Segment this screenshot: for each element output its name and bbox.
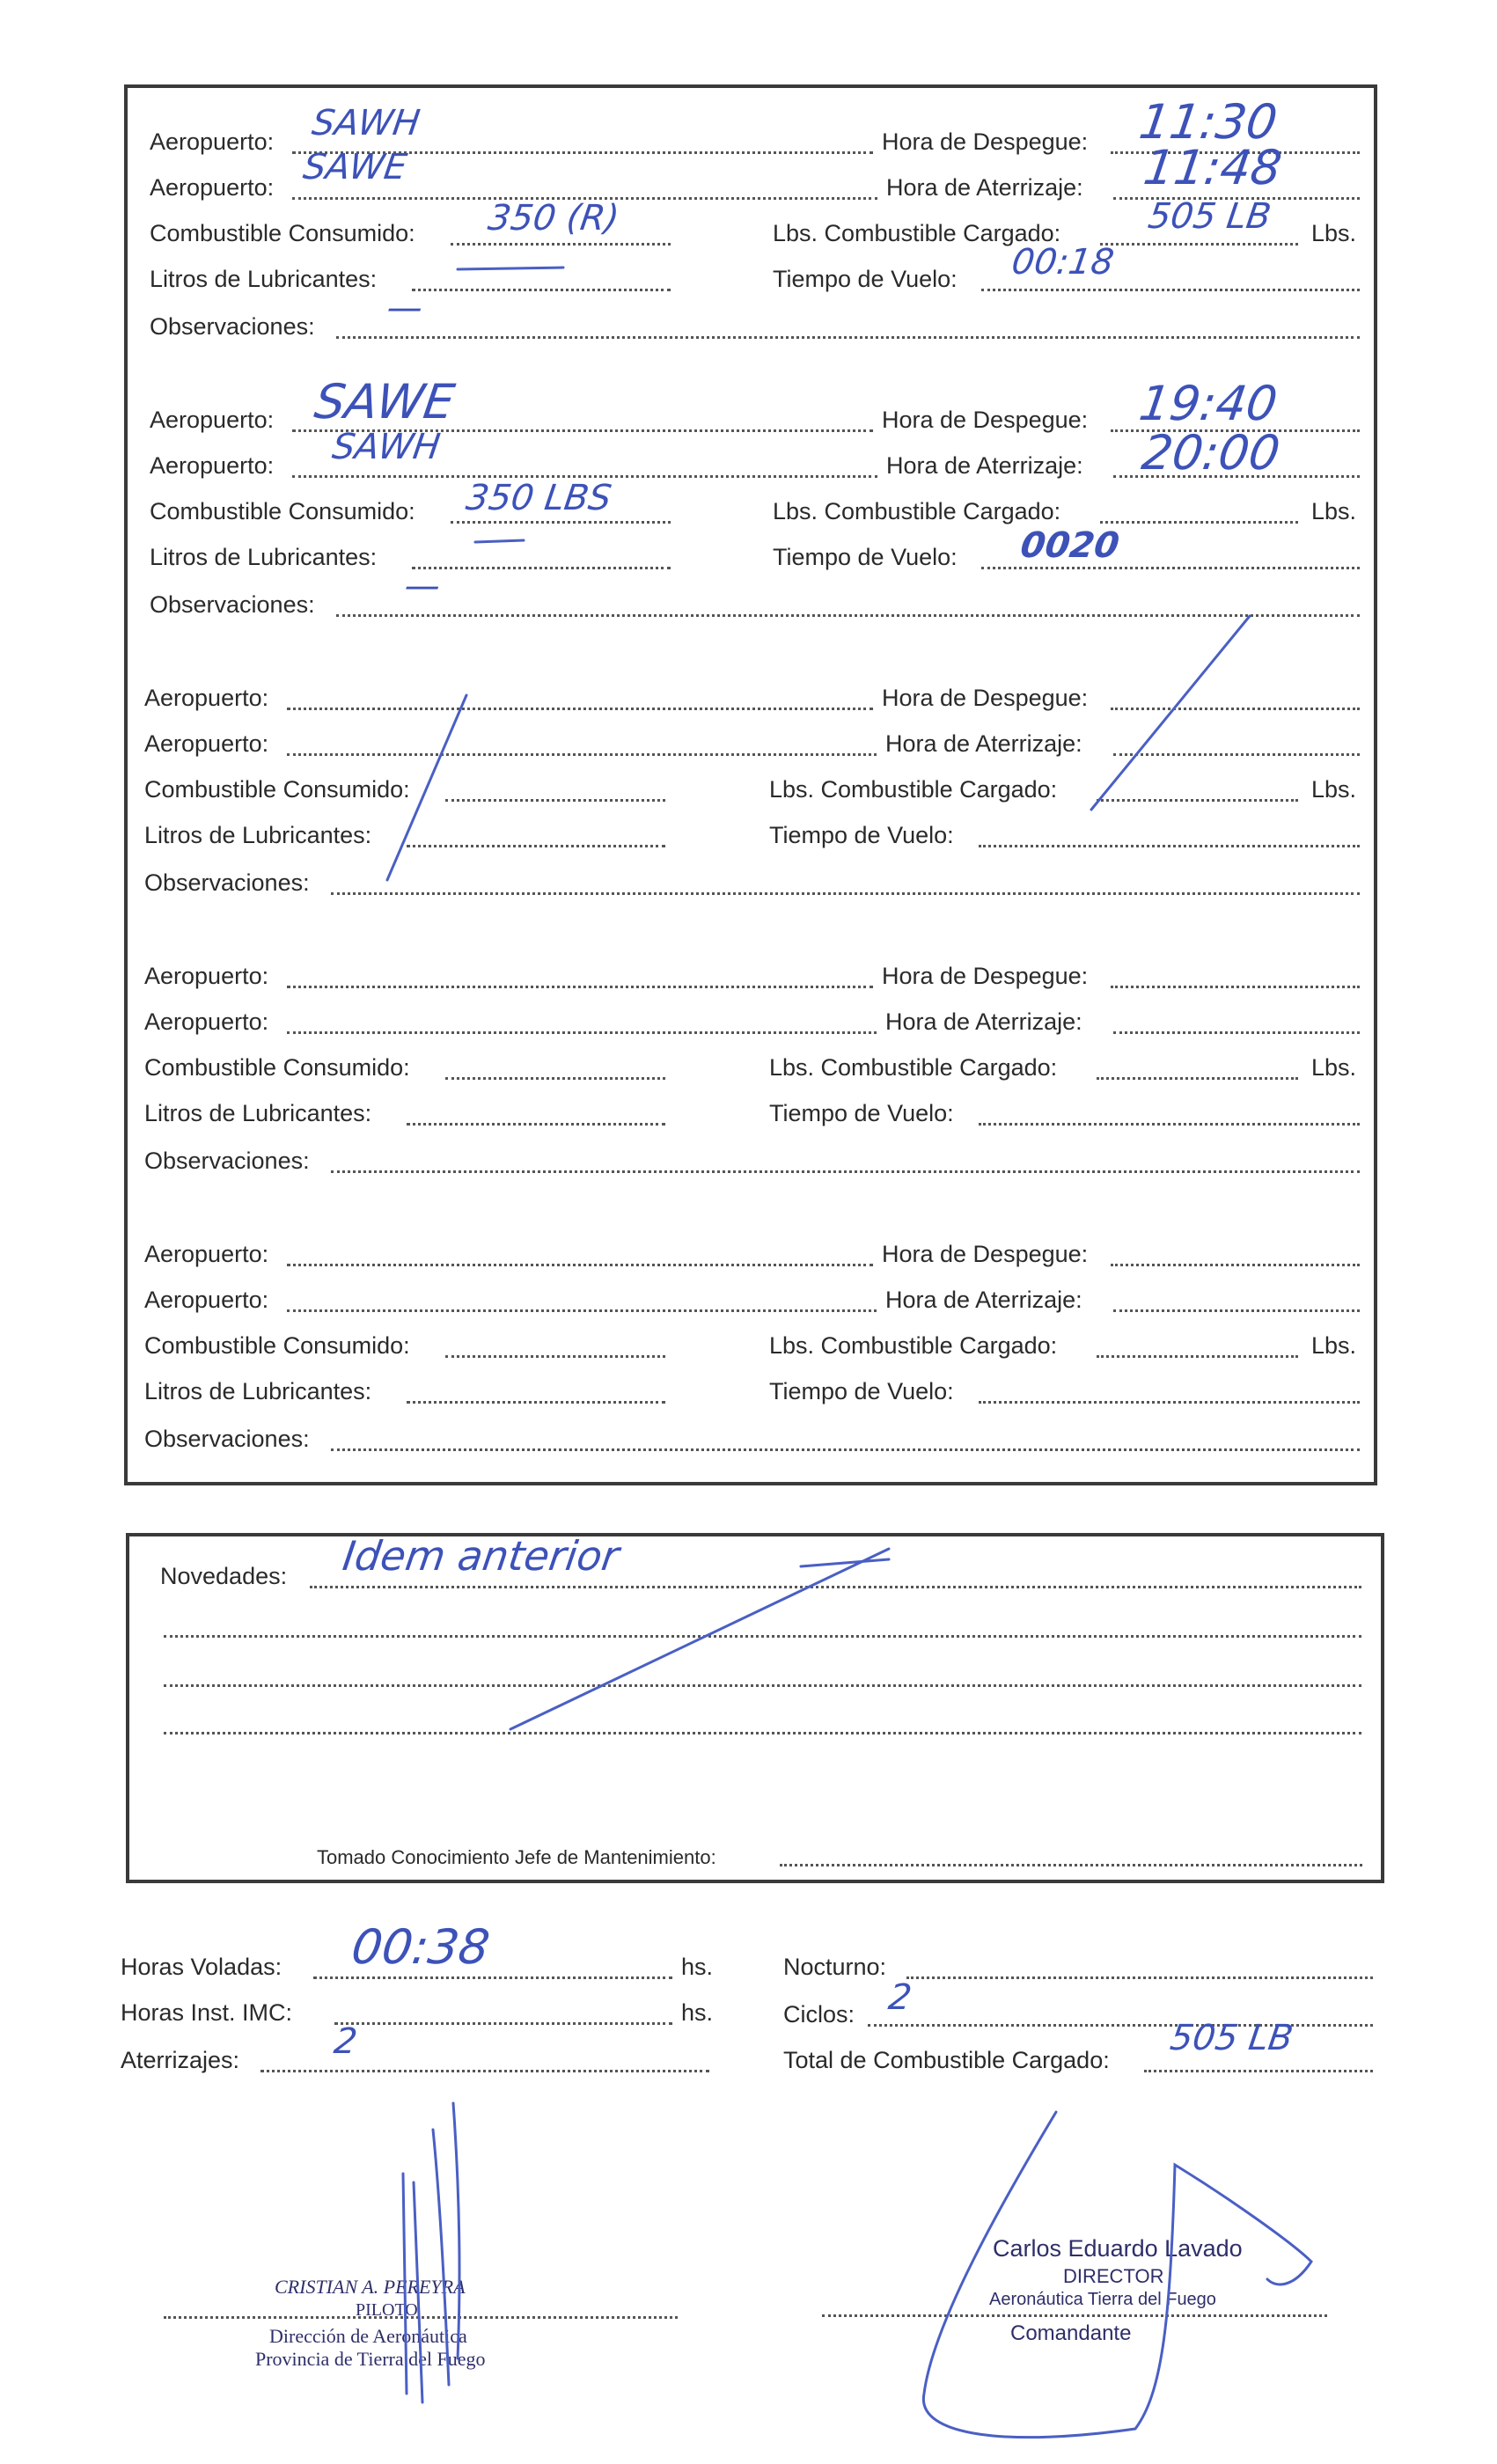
maintenance-label: Tomado Conocimiento Jefe de Mantenimiento: xyxy=(317,1846,716,1868)
landings-value: 2 xyxy=(331,2021,360,2062)
observations-label: Observaciones: xyxy=(144,1148,310,1174)
observations-value: — xyxy=(384,288,426,328)
total-fuel-value: 505 LB xyxy=(1167,2018,1296,2058)
fuel-consumed-value: 350 LBS xyxy=(463,478,614,518)
fuel-loaded-value: 505 LB xyxy=(1145,196,1274,237)
flight-time-label: Tiempo de Vuelo: xyxy=(773,544,958,570)
landing-label: Hora de Aterrizaje: xyxy=(885,1008,1082,1035)
fuel-loaded-label: Lbs. Combustible Cargado: xyxy=(769,1054,1058,1081)
observations-label: Observaciones: xyxy=(144,869,310,896)
fuel-loaded-label: Lbs. Combustible Cargado: xyxy=(773,220,1061,246)
fuel-loaded-label: Lbs. Combustible Cargado: xyxy=(769,1332,1058,1359)
airport-label: Aeropuerto: xyxy=(144,1008,269,1035)
observations-label: Observaciones: xyxy=(150,591,315,618)
airport-label: Aeropuerto: xyxy=(144,1287,269,1313)
lbs-unit: Lbs. xyxy=(1311,1332,1357,1359)
origin-airport: SAWH xyxy=(309,103,422,143)
imc-label: Horas Inst. IMC: xyxy=(121,1999,293,2026)
flight-time-label: Tiempo de Vuelo: xyxy=(769,1378,954,1404)
pilot-name: CRISTIAN A. PEREYRA xyxy=(275,2276,466,2298)
flight-time-label: Tiempo de Vuelo: xyxy=(769,822,954,848)
destination-airport: SAWH xyxy=(329,427,443,467)
landing-label: Hora de Aterrizaje: xyxy=(886,452,1083,479)
lbs-unit: Lbs. xyxy=(1311,220,1357,246)
pilot-title: PILOTO xyxy=(356,2300,418,2320)
landing-label: Hora de Aterrizaje: xyxy=(885,1287,1082,1313)
flight-time-value: 0020 xyxy=(1017,525,1122,566)
departure-time: 19:40 xyxy=(1135,376,1281,431)
lubricants-label: Litros de Lubricantes: xyxy=(144,822,372,848)
landing-label: Hora de Aterrizaje: xyxy=(885,730,1082,757)
fuel-consumed-label: Combustible Consumido: xyxy=(144,776,410,803)
cycles-label: Ciclos: xyxy=(783,2001,855,2028)
departure-label: Hora de Despegue: xyxy=(882,128,1089,155)
observations-label: Observaciones: xyxy=(150,313,315,340)
airport-label: Aeropuerto: xyxy=(144,963,269,989)
departure-time: 11:30 xyxy=(1135,94,1281,150)
fuel-consumed-label: Combustible Consumido: xyxy=(150,220,415,246)
fuel-consumed-label: Combustible Consumido: xyxy=(150,498,415,524)
departure-label: Hora de Despegue: xyxy=(882,1241,1089,1267)
total-fuel-label: Total de Combustible Cargado: xyxy=(783,2047,1110,2073)
landing-time: 11:48 xyxy=(1140,140,1286,195)
departure-label: Hora de Despegue: xyxy=(882,407,1089,433)
novedades-label: Novedades: xyxy=(160,1563,288,1589)
lbs-unit: Lbs. xyxy=(1311,1054,1357,1081)
cycles-value: 2 xyxy=(885,1977,914,2018)
flight-time-label: Tiempo de Vuelo: xyxy=(773,266,958,292)
director-dept: Aeronáutica Tierra del Fuego xyxy=(989,2290,1216,2309)
lubricants-label: Litros de Lubricantes: xyxy=(150,544,378,570)
airport-label: Aeropuerto: xyxy=(144,1241,269,1267)
fuel-loaded-label: Lbs. Combustible Cargado: xyxy=(773,498,1061,524)
commander-label: Comandante xyxy=(1010,2321,1132,2345)
lubricants-label: Litros de Lubricantes: xyxy=(150,266,378,292)
departure-label: Hora de Despegue: xyxy=(882,963,1089,989)
flight-time-value: 00:18 xyxy=(1009,242,1117,282)
fuel-consumed-label: Combustible Consumido: xyxy=(144,1054,410,1081)
night-label: Nocturno: xyxy=(783,1954,887,1980)
director-name: Carlos Eduardo Lavado xyxy=(993,2235,1243,2262)
observations-value: — xyxy=(401,566,444,606)
pilot-province: Provincia de Tierra del Fuego xyxy=(255,2348,486,2370)
lbs-unit: Lbs. xyxy=(1311,776,1357,803)
landing-time: 20:00 xyxy=(1138,425,1284,480)
landings-label: Aterrizajes: xyxy=(121,2047,240,2073)
director-title: DIRECTOR xyxy=(1063,2265,1164,2287)
novedades-text: Idem anterior xyxy=(340,1532,622,1580)
origin-airport: SAWE xyxy=(311,374,459,429)
airport-label: Aeropuerto: xyxy=(144,685,269,711)
flight-time-label: Tiempo de Vuelo: xyxy=(769,1100,954,1126)
destination-airport: SAWE xyxy=(300,147,410,187)
hours-flown-value: 00:38 xyxy=(348,1919,494,1975)
hs-unit: hs. xyxy=(681,1954,714,1980)
fuel-loaded-label: Lbs. Combustible Cargado: xyxy=(769,776,1058,803)
pilot-dept: Dirección de Aeronáutica xyxy=(269,2325,467,2347)
observations-label: Observaciones: xyxy=(144,1426,310,1452)
airport-label: Aeropuerto: xyxy=(150,452,275,479)
airport-label: Aeropuerto: xyxy=(144,730,269,757)
airport-label: Aeropuerto: xyxy=(150,174,275,201)
airport-label: Aeropuerto: xyxy=(150,128,275,155)
hs-unit: hs. xyxy=(681,1999,714,2026)
hours-flown-label: Horas Voladas: xyxy=(121,1954,283,1980)
landing-label: Hora de Aterrizaje: xyxy=(886,174,1083,201)
lbs-unit: Lbs. xyxy=(1311,498,1357,524)
fuel-consumed-label: Combustible Consumido: xyxy=(144,1332,410,1359)
departure-label: Hora de Despegue: xyxy=(882,685,1089,711)
fuel-consumed-value: 350 (R) xyxy=(485,198,622,238)
lubricants-label: Litros de Lubricantes: xyxy=(144,1100,372,1126)
lubricants-label: Litros de Lubricantes: xyxy=(144,1378,372,1404)
airport-label: Aeropuerto: xyxy=(150,407,275,433)
